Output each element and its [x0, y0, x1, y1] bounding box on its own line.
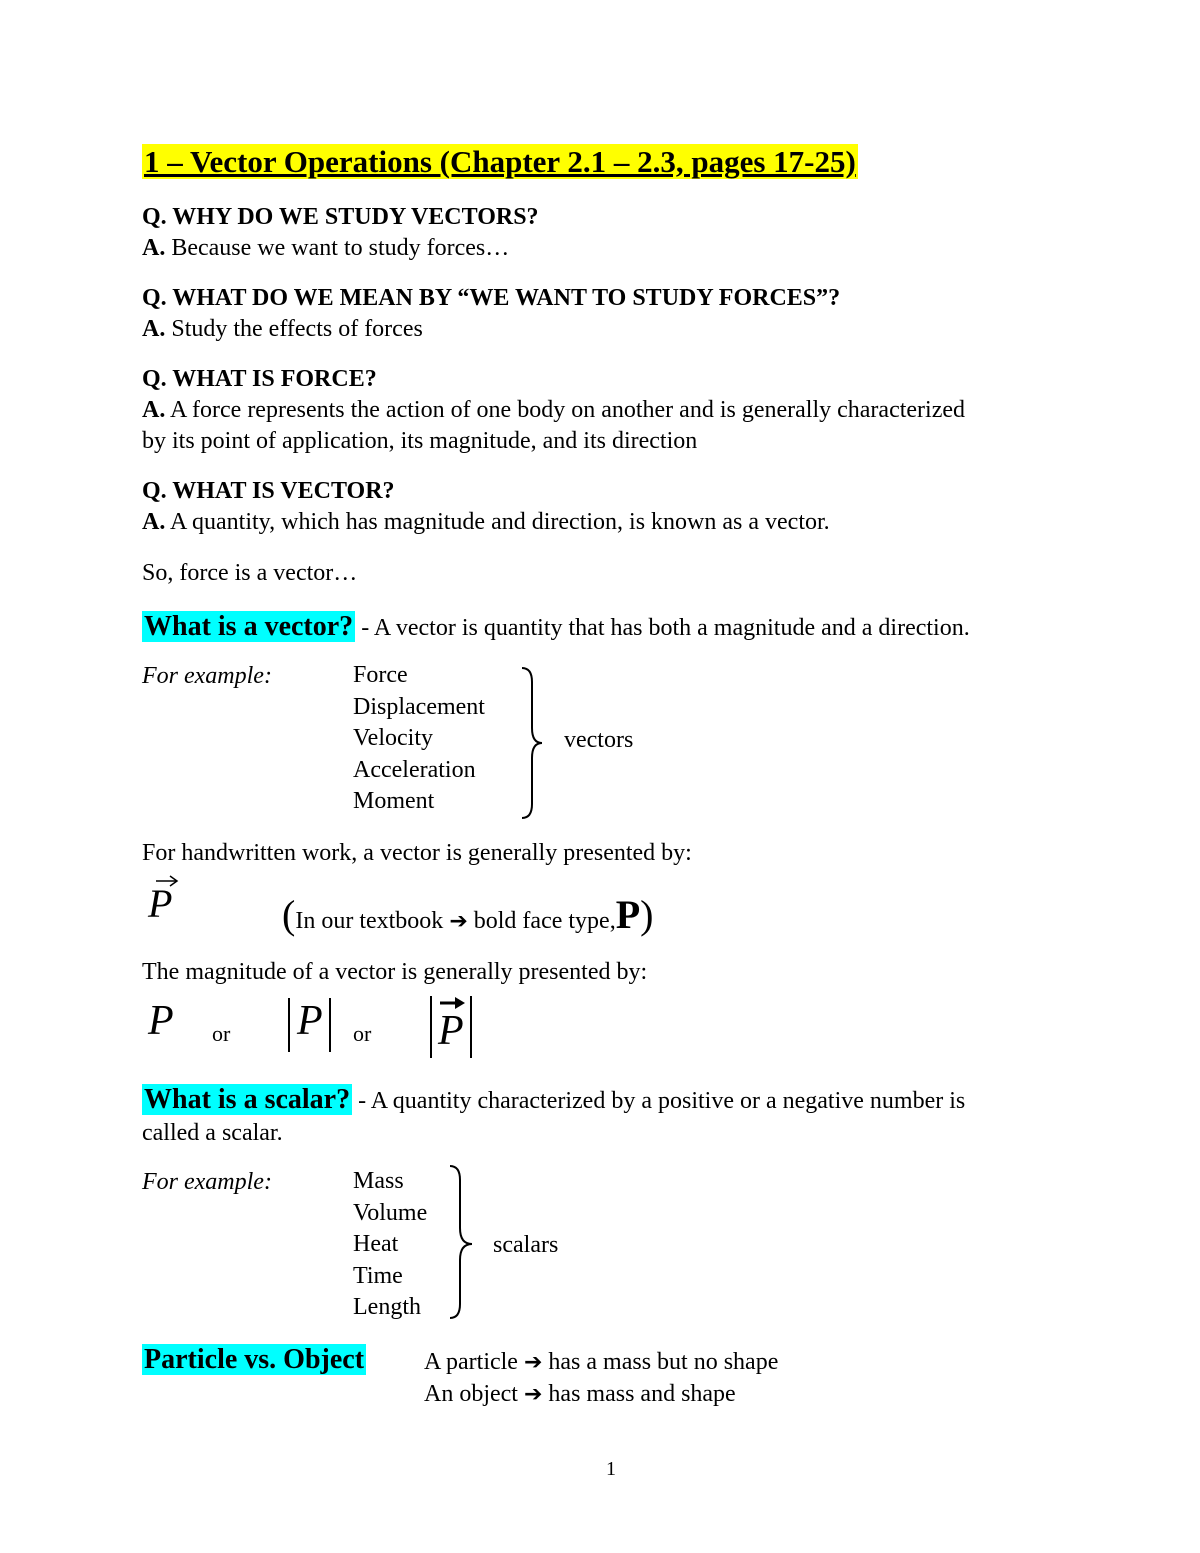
- answer-3-line2: by its point of application, its magnitude, and its direction: [142, 428, 698, 454]
- object-line: An object ➔ has mass and shape: [424, 1381, 736, 1407]
- magnitude-symbol-abs: P: [297, 998, 323, 1044]
- magnitude-intro: The magnitude of a vector is generally presented by:: [142, 959, 648, 985]
- vector-example-label: For example:: [142, 663, 272, 689]
- scalar-definition-line2: called a scalar.: [142, 1120, 283, 1146]
- question-4: Q. WHAT IS VECTOR?: [142, 478, 395, 504]
- vector-heading: What is a vector?: [144, 611, 354, 642]
- scalar-definition: What is a scalar? - A quantity characterized by a positive or a negative number is: [144, 1084, 966, 1115]
- abs-bar-left-2: [430, 996, 432, 1058]
- vector-example-list: [353, 660, 523, 818]
- list-item: Displacement: [353, 693, 485, 720]
- right-arrow-icon: ➔: [449, 909, 468, 934]
- textbook-notation: (In our textbook ➔ bold face type,P): [282, 892, 654, 937]
- abs-bar-left-1: [288, 998, 290, 1052]
- or-text-1: or: [212, 1021, 231, 1046]
- magnitude-symbol-plain: P: [148, 998, 174, 1044]
- page-number: 1: [606, 1458, 616, 1480]
- vectors-group-label: vectors: [564, 727, 634, 753]
- magnitude-symbol-vector: P: [438, 1008, 464, 1054]
- vector-brace-icon: [512, 664, 548, 822]
- answer-2: A. Study the effects of forces: [142, 316, 423, 342]
- scalar-brace-icon: [446, 1162, 482, 1322]
- question-1: Q. WHY DO WE STUDY VECTORS?: [142, 204, 539, 230]
- list-item: Heat: [353, 1231, 399, 1257]
- answer-3: A. A force represents the action of one body on another and is generally characterized: [142, 397, 966, 423]
- answer-1: A. Because we want to study forces…: [142, 235, 510, 261]
- list-item: Moment: [353, 788, 435, 814]
- answer-4: A. A quantity, which has magnitude and direction, is known as a vector.: [142, 509, 830, 535]
- vector-p-symbol: P: [146, 870, 186, 930]
- scalars-group-label: scalars: [493, 1232, 559, 1258]
- abs-bar-right-1: [329, 998, 331, 1052]
- so-force-text: So, force is a vector…: [142, 560, 358, 586]
- list-item: Volume: [353, 1199, 428, 1226]
- scalar-heading: What is a scalar?: [144, 1084, 351, 1115]
- or-text-2: or: [353, 1021, 372, 1046]
- list-item: Mass: [353, 1168, 404, 1194]
- scalar-example-label: For example:: [142, 1169, 272, 1195]
- handwritten-intro: For handwritten work, a vector is generally presented by:: [142, 840, 692, 866]
- particle-heading: Particle vs. Object: [144, 1344, 365, 1375]
- particle-line: A particle ➔ has a mass but no shape: [424, 1349, 779, 1375]
- list-item: Acceleration: [353, 756, 476, 783]
- list-item: Time: [353, 1262, 403, 1289]
- right-arrow-icon: ➔: [523, 1382, 543, 1407]
- list-item: Length: [353, 1294, 421, 1320]
- list-item: Velocity: [353, 725, 433, 751]
- list-item: Force: [353, 662, 408, 688]
- question-2: Q. WHAT DO WE MEAN BY “WE WANT TO STUDY FORCES”?: [142, 285, 841, 311]
- question-3: Q. WHAT IS FORCE?: [142, 366, 377, 392]
- page-title: 1 – Vector Operations (Chapter 2.1 – 2.3, pages 17-25): [144, 144, 856, 179]
- abs-bar-right-2: [470, 996, 472, 1058]
- vector-definition: What is a vector? - A vector is quantity that has both a magnitude and a direction.: [144, 611, 970, 642]
- right-arrow-icon: ➔: [523, 1350, 543, 1375]
